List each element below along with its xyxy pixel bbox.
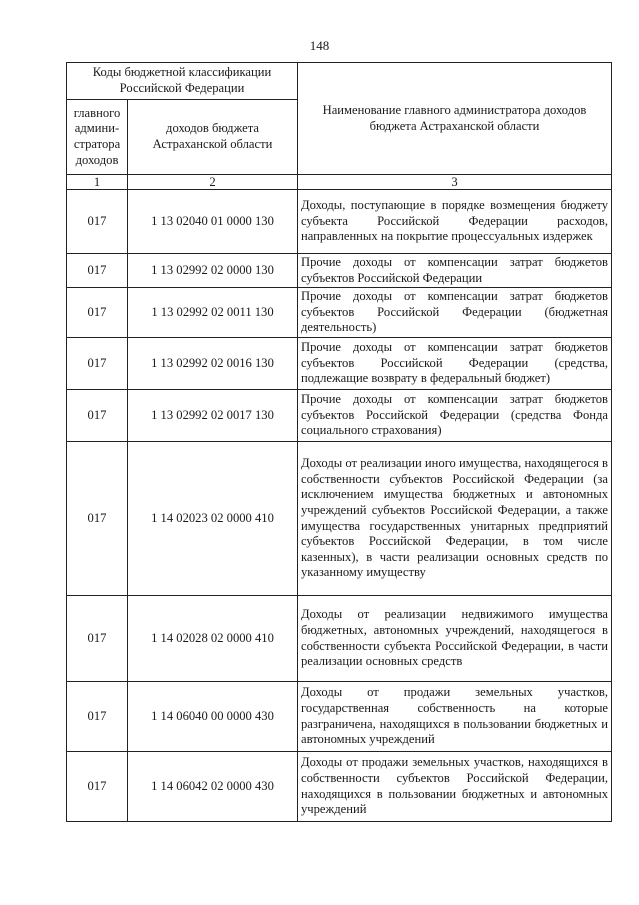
income-name-cell: Прочие доходы от компенсации затрат бюджетов субъектов Российской Федерации [298, 254, 612, 288]
table-row [67, 254, 612, 288]
income-name-cell: Доходы от продажи земельных участков, государственная собственность на которые разграничена, находящихся в пользовании бюджетных и автономных учреждений [298, 682, 612, 752]
header-group-title: Коды бюджетной классификации Российской Федерации [67, 63, 298, 100]
table-row [67, 190, 612, 254]
header-column-code: доходов бюджета Астраханской области [128, 100, 298, 175]
admin-code-cell: 017 [67, 338, 128, 390]
admin-code-cell: 017 [67, 254, 128, 288]
income-name-cell: Доходы от реализации недвижимого имущества бюджетных, автономных учреждений, находящегося в собственности субъекта Российской Федерации, в части реализации основных средств [298, 596, 612, 682]
income-code-cell: 1 13 02992 02 0017 130 [128, 390, 298, 442]
admin-code-cell: 017 [67, 752, 128, 822]
table-row [67, 682, 612, 752]
admin-code-cell: 017 [67, 390, 128, 442]
header-number-3: 3 [298, 175, 612, 190]
income-code-cell: 1 13 02992 02 0011 130 [128, 288, 298, 338]
table-row [67, 288, 612, 338]
admin-code-cell: 017 [67, 596, 128, 682]
income-code-cell: 1 13 02992 02 0000 130 [128, 254, 298, 288]
header-number-1: 1 [67, 175, 128, 190]
header-column-name: Наименование главного администратора доходов бюджета Астраханской области [298, 63, 612, 175]
admin-code-cell: 017 [67, 442, 128, 596]
income-name-cell: Доходы от продажи земельных участков, находящихся в собственности субъектов Российской Федерации, находящихся в пользовании бюджетных и автономных учреждений [298, 752, 612, 822]
table-row [67, 442, 612, 596]
table-row [67, 752, 612, 822]
table-row [67, 596, 612, 682]
income-code-cell: 1 14 02023 02 0000 410 [128, 442, 298, 596]
income-code-cell: 1 13 02040 01 0000 130 [128, 190, 298, 254]
budget-classification-table [66, 62, 612, 822]
admin-code-cell: 017 [67, 190, 128, 254]
header-column-admin: главного админи-стратора доходов [67, 100, 128, 175]
income-name-cell: Доходы от реализации иного имущества, находящегося в собственности субъектов Российской Федерации (за исключением имущества бюджетных и автономных учреждений субъектов Российской Федерации, а также имущества государственных унитарных предприятий субъектов Российской Федерации, в том числе казенных), в части реализации основных средств по указанному имуществу [298, 442, 612, 596]
income-code-cell: 1 14 06042 02 0000 430 [128, 752, 298, 822]
income-name-cell: Доходы, поступающие в порядке возмещения бюджету субъекта Российской Федерации расходов, направленных на покрытие процессуальных издержек [298, 190, 612, 254]
income-code-cell: 1 14 06040 00 0000 430 [128, 682, 298, 752]
income-name-cell: Прочие доходы от компенсации затрат бюджетов субъектов Российской Федерации (средства Фонда социального страхования) [298, 390, 612, 442]
header-number-2: 2 [128, 175, 298, 190]
page-number: 148 [309, 38, 330, 53]
income-code-cell: 1 13 02992 02 0016 130 [128, 338, 298, 390]
admin-code-cell: 017 [67, 682, 128, 752]
table-row [67, 390, 612, 442]
table-row [67, 338, 612, 390]
income-code-cell: 1 14 02028 02 0000 410 [128, 596, 298, 682]
income-name-cell: Прочие доходы от компенсации затрат бюджетов субъектов Российской Федерации (бюджетная деятельность) [298, 288, 612, 338]
admin-code-cell: 017 [67, 288, 128, 338]
income-name-cell: Прочие доходы от компенсации затрат бюджетов субъектов Российской Федерации (средства, подлежащие возврату в федеральный бюджет) [298, 338, 612, 390]
